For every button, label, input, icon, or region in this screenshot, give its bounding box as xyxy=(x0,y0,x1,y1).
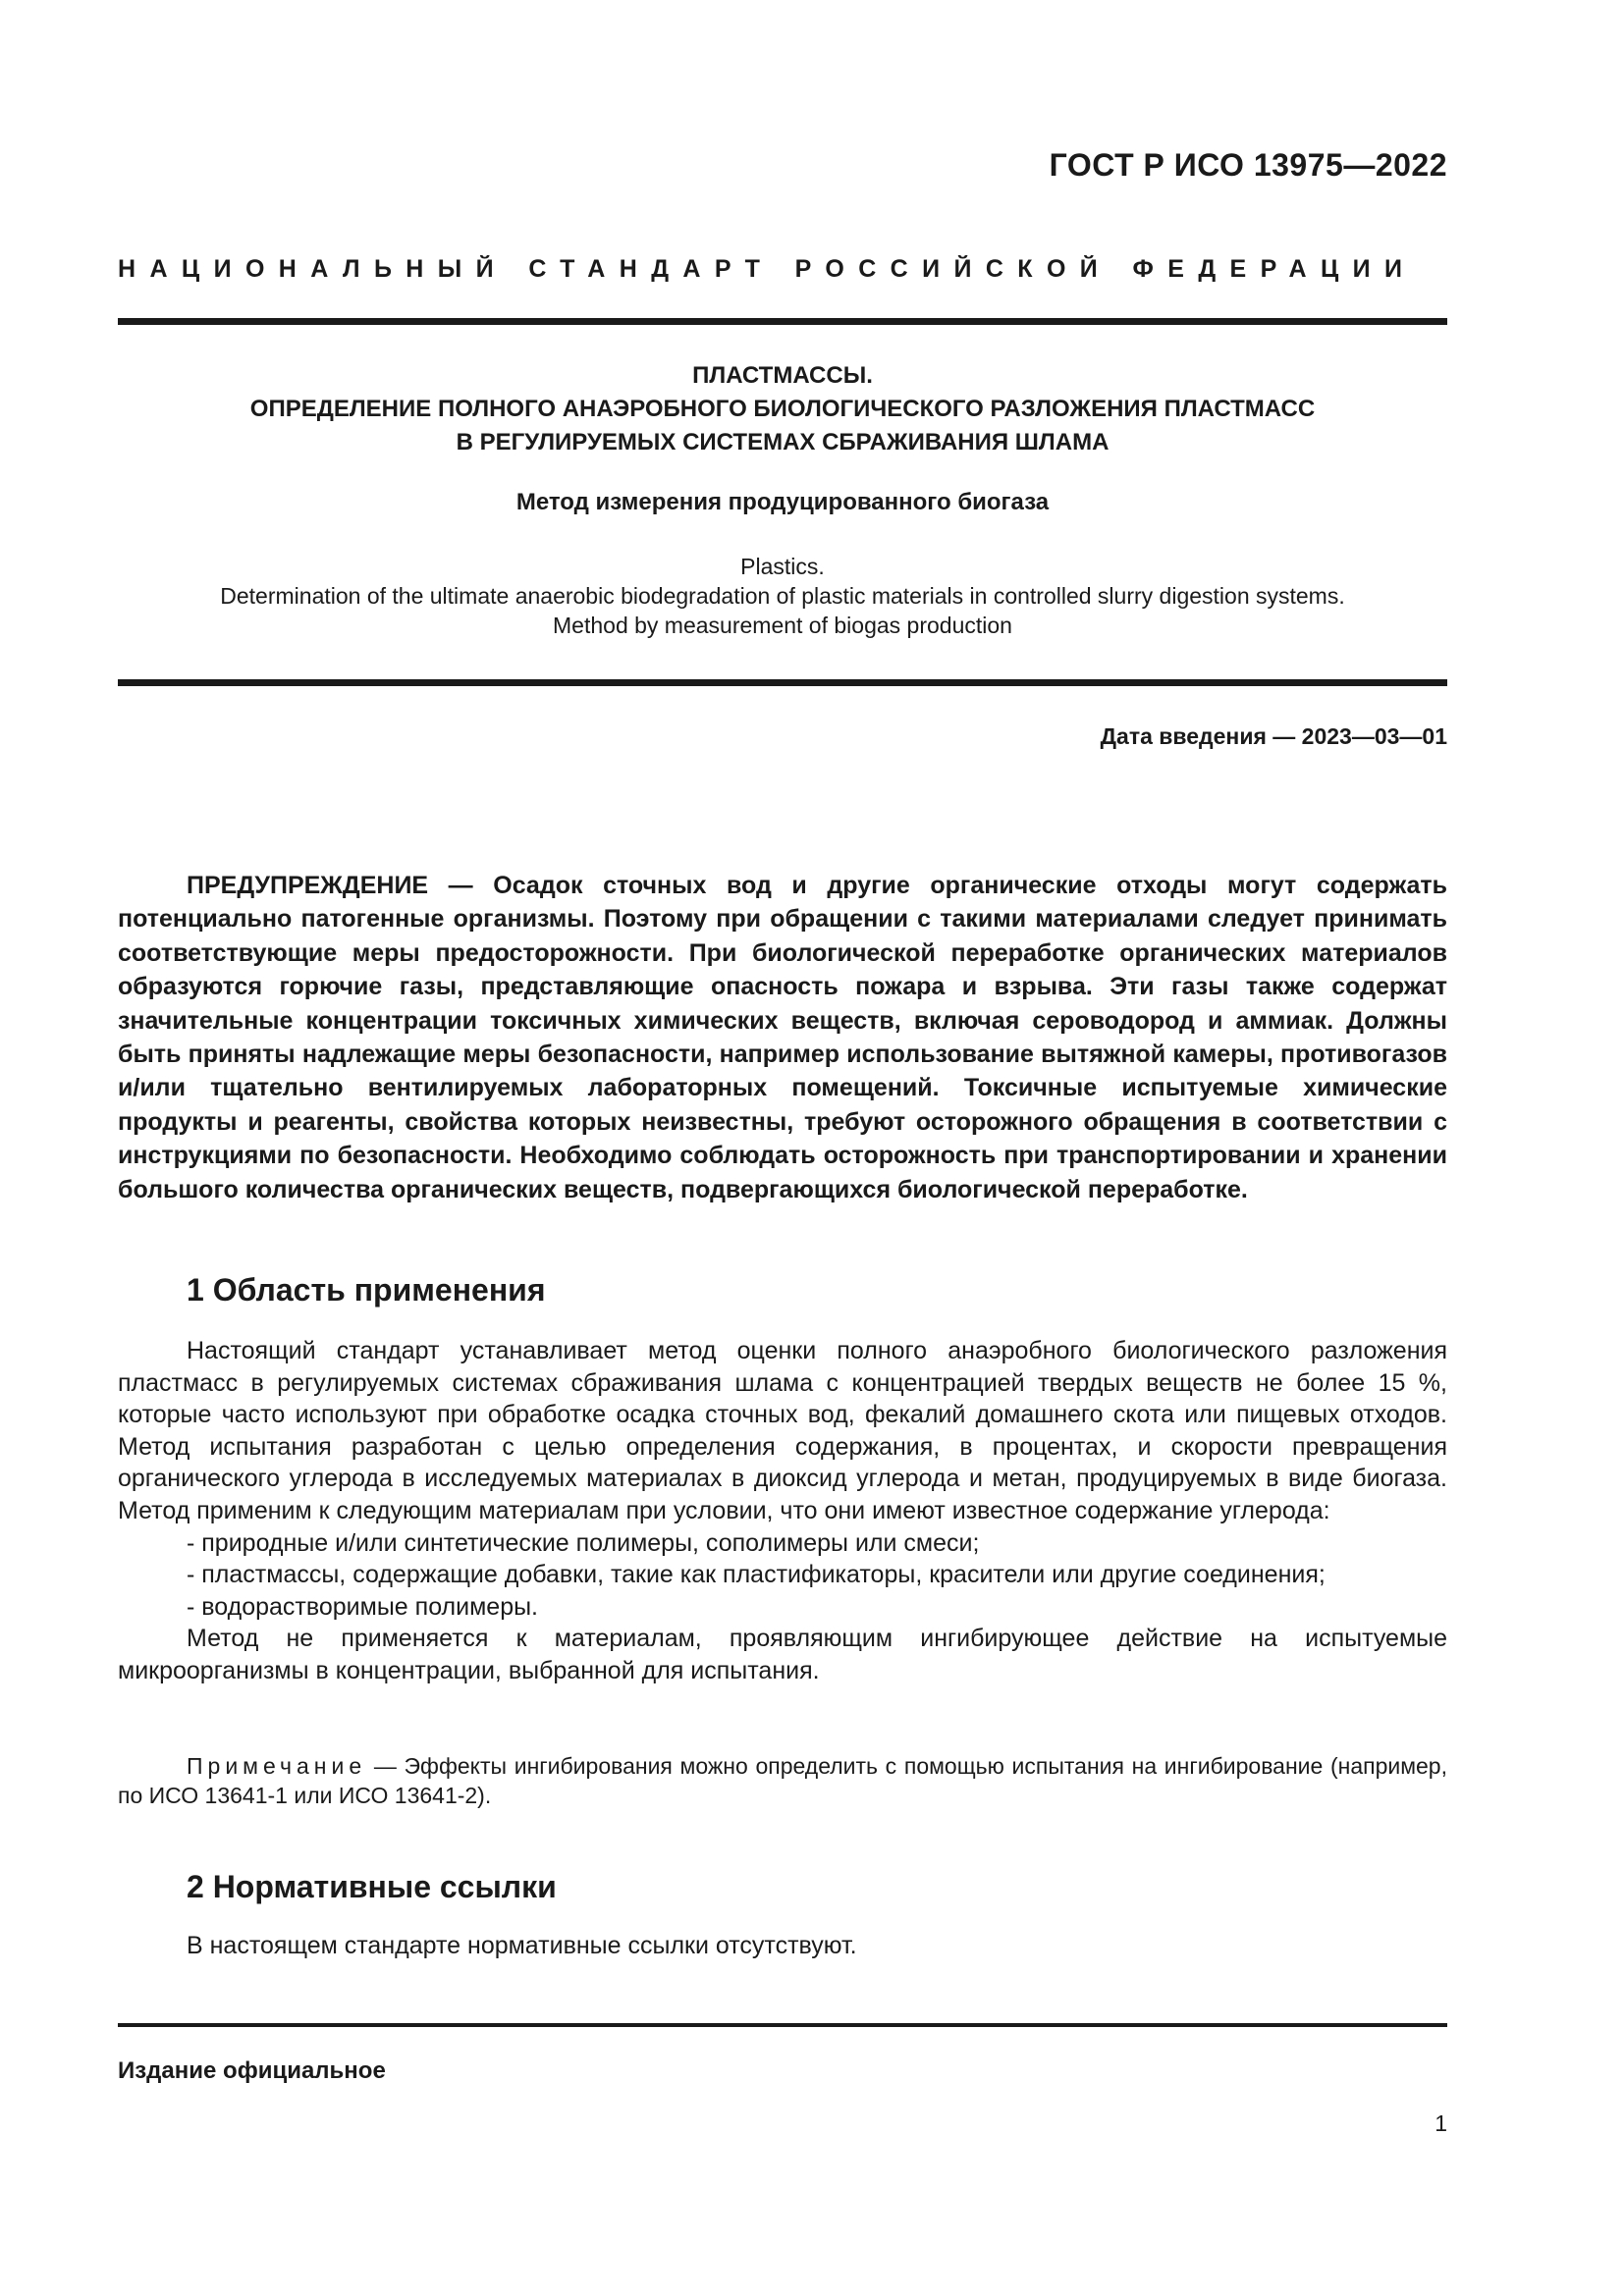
english-title xyxy=(118,552,1447,640)
list-item: - водорастворимые полимеры. xyxy=(187,1592,539,1621)
title-line-3: В РЕГУЛИРУЕМЫХ СИСТЕМАХ СБРАЖИВАНИЯ ШЛАМА xyxy=(456,429,1110,455)
section-1-paragraph-1: Настоящий стандарт устанавливает метод оценки полного анаэробного биологического разложения пластмасс в регулируемых системах сбраживания шлама с концентрацией твердых веществ не более 15 %, которые часто используют при обработке осадка сточных вод, фекалий домашнего скота или пищевых отходов. Метод испытания разработан с целью определения содержания, в процентах, и скорости превращения органического углерода в исследуемых материалах в диоксид углерода и метан, продуцируемых в виде биогаза. Метод применим к следующим материалам при условии, что они имеют известное содержание углерода: xyxy=(118,1337,1447,1524)
introduction-date: Дата введения — 2023—03—01 xyxy=(1100,723,1447,749)
official-edition-label: Издание официальное xyxy=(118,2057,386,2084)
title-line-1: ПЛАСТМАССЫ. xyxy=(692,362,873,389)
title-line-2: ОПРЕДЕЛЕНИЕ ПОЛНОГО АНАЭРОБНОГО БИОЛОГИЧЕСКОГО РАЗЛОЖЕНИЯ ПЛАСТМАСС xyxy=(249,396,1316,422)
english-title-line-1: Plastics. xyxy=(740,554,825,579)
warning-paragraph: ПРЕДУПРЕЖДЕНИЕ — Осадок сточных вод и другие органические отходы могут содержать потенциально патогенные организмы. Поэтому при обращении с такими материалами следует принимать соответствующие меры предосторожности. При биологической переработке органических материалов образуются горючие газы, представляющие опасность пожара и взрыва. Эти газы также содержат значительные концентрации токсичных химических веществ, включая сероводород и аммиак. Должны быть приняты надлежащие меры безопасности, например использование вытяжной камеры, противогазов и/или тщательно вентилируемых лабораторных помещений. Токсичные испытуемые химические продукты и реагенты, свойства которых неизвестны, требуют осторожного обращения в соответствии с инструкциями по безопасности. Необходимо соблюдать осторожность при транспортировании и хранении большого количества органических веществ, подвергающихся биологической переработке. xyxy=(118,872,1447,1203)
document-page xyxy=(118,0,1447,2296)
list-item: - пластмассы, содержащие добавки, такие как пластификаторы, красители или другие соединения; xyxy=(187,1561,1326,1589)
document-code: ГОСТ Р ИСО 13975—2022 xyxy=(1049,147,1447,183)
section-2-paragraph: В настоящем стандарте нормативные ссылки отсутствуют. xyxy=(187,1932,857,1959)
section-1-heading: 1 Область применения xyxy=(187,1272,546,1308)
section-2-heading: 2 Нормативные ссылки xyxy=(187,1869,557,1904)
footer-divider xyxy=(118,2023,1447,2027)
materials-list xyxy=(118,1527,1447,1624)
section-1-body xyxy=(118,1335,1447,1687)
section-1-note xyxy=(118,1751,1447,1810)
top-divider xyxy=(118,318,1447,325)
title-divider xyxy=(118,679,1447,686)
note-label: Примечание xyxy=(187,1753,367,1779)
national-standard-title: НАЦИОНАЛЬНЫЙ СТАНДАРТ РОССИЙСКОЙ ФЕДЕРАЦИИ xyxy=(118,255,1417,283)
list-item: - природные и/или синтетические полимеры, сополимеры или смеси; xyxy=(187,1528,980,1557)
english-title-line-3: Method by measurement of biogas production xyxy=(553,613,1012,638)
document-subtitle: Метод измерения продуцированного биогаза xyxy=(515,489,1050,515)
document-title xyxy=(118,359,1447,459)
note-text: — Эффекты ингибирования можно определить с помощью испытания на ингибирование (например, по ИСО 13641-1 или ИСО 13641-2). xyxy=(118,1753,1447,1808)
english-title-line-2: Determination of the ultimate anaerobic biodegradation of plastic materials in controlled slurry digestion systems. xyxy=(220,583,1345,609)
section-1-paragraph-2: Метод не применяется к материалам, проявляющим ингибирующее действие на испытуемые микроорганизмы в концентрации, выбранной для испытания. xyxy=(118,1625,1447,1684)
page-number: 1 xyxy=(1435,2110,1447,2136)
